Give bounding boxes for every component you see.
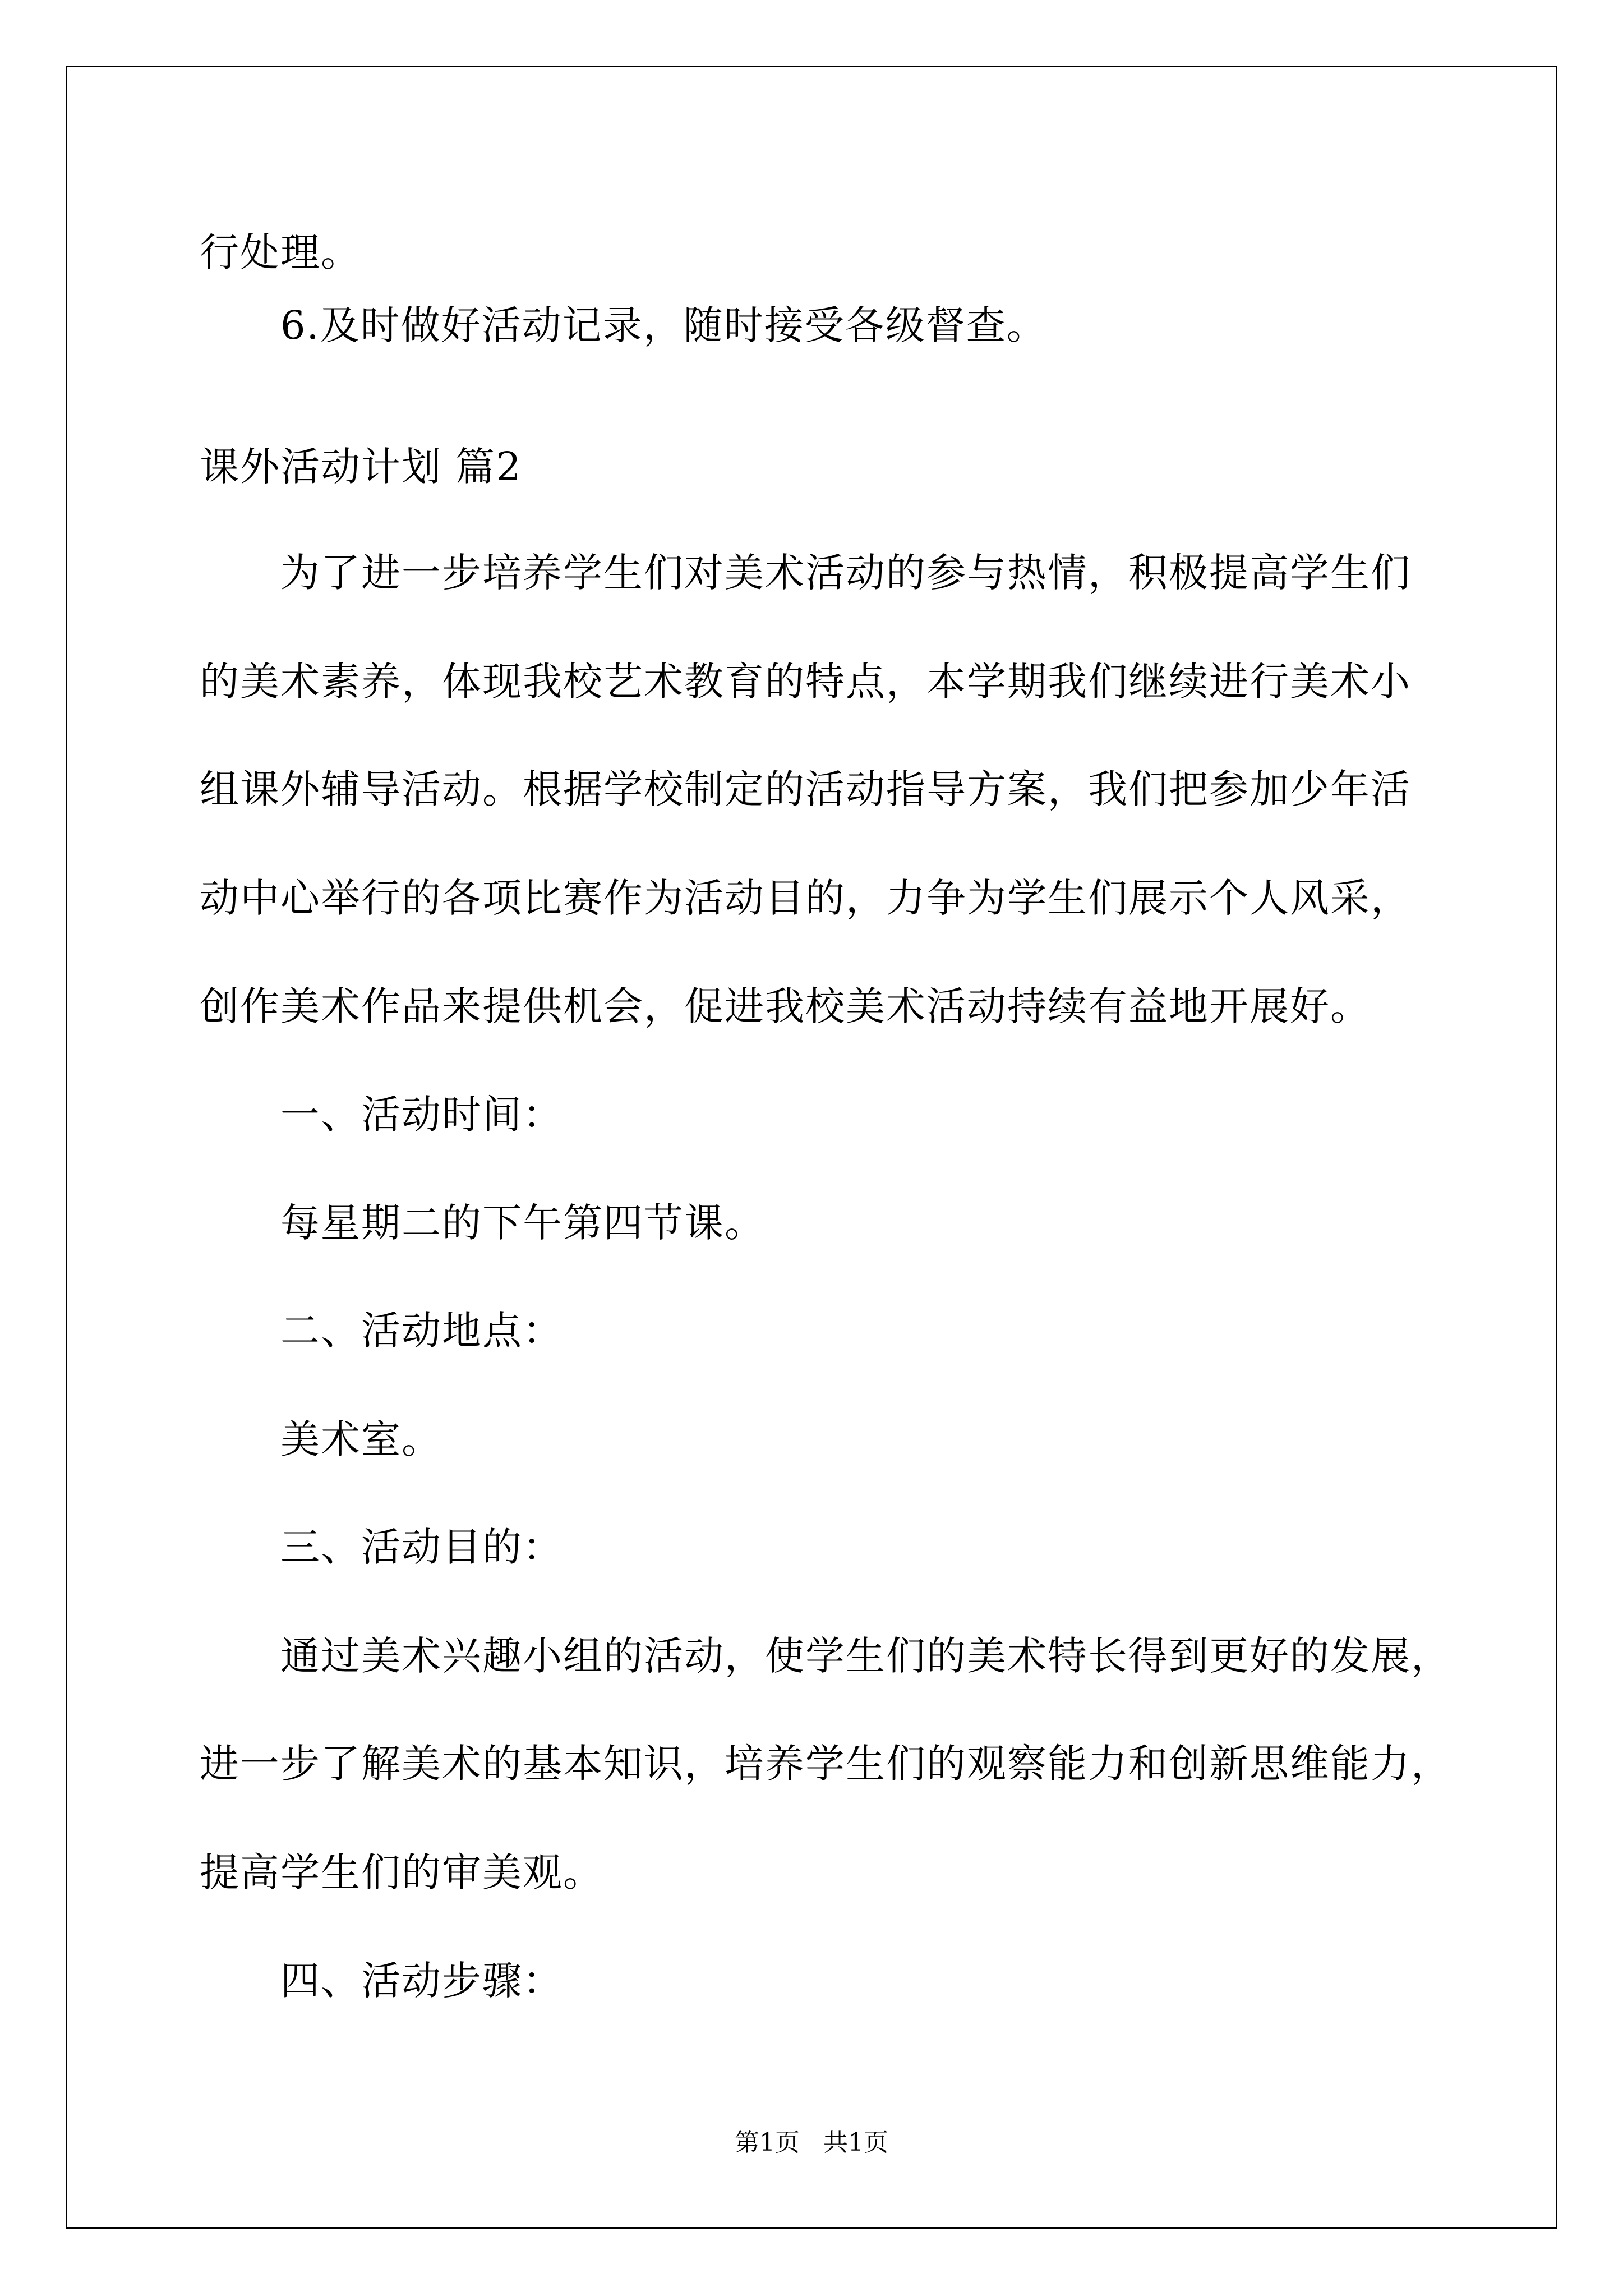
page-number-footer: 第1页 共1页 (735, 2128, 888, 2157)
paragraph-line-9: 提高学生们的审美观。 (200, 1849, 603, 1895)
paragraph-line-4: 组课外辅导活动。根据学校制定的活动指导方案，我们把参加少年活 (200, 766, 1411, 812)
subheading-steps: 四、活动步骤： (280, 1958, 563, 2004)
section-heading: 课外活动计划 篇2 (200, 444, 522, 490)
page-border (66, 66, 1557, 2229)
subheading-location: 二、活动地点： (280, 1308, 563, 1354)
paragraph-line-5: 动中心举行的各项比赛作为活动目的，力争为学生们展示个人风采， (200, 875, 1411, 921)
subheading-time: 一、活动时间： (280, 1092, 563, 1138)
paragraph-time: 每星期二的下午第四节课。 (280, 1200, 765, 1246)
subheading-purpose: 三、活动目的： (280, 1524, 563, 1570)
list-item-6: 6.及时做好活动记录，随时接受各级督查。 (280, 302, 1047, 348)
paragraph-line-7: 通过美术兴趣小组的活动，使学生们的美术特长得到更好的发展， (280, 1633, 1451, 1679)
paragraph-line-8: 进一步了解美术的基本知识，培养学生们的观察能力和创新思维能力， (200, 1741, 1451, 1787)
paragraph-line-3: 的美术素养，体现我校艺术教育的特点，本学期我们继续进行美术小 (200, 659, 1411, 705)
paragraph-line-1: 行处理。 (200, 229, 361, 275)
paragraph-line-6: 创作美术作品来提供机会，促进我校美术活动持续有益地开展好。 (200, 983, 1371, 1029)
paragraph-line-2: 为了进一步培养学生们对美术活动的参与热情，积极提高学生们 (280, 550, 1411, 596)
paragraph-location: 美术室。 (280, 1416, 442, 1462)
